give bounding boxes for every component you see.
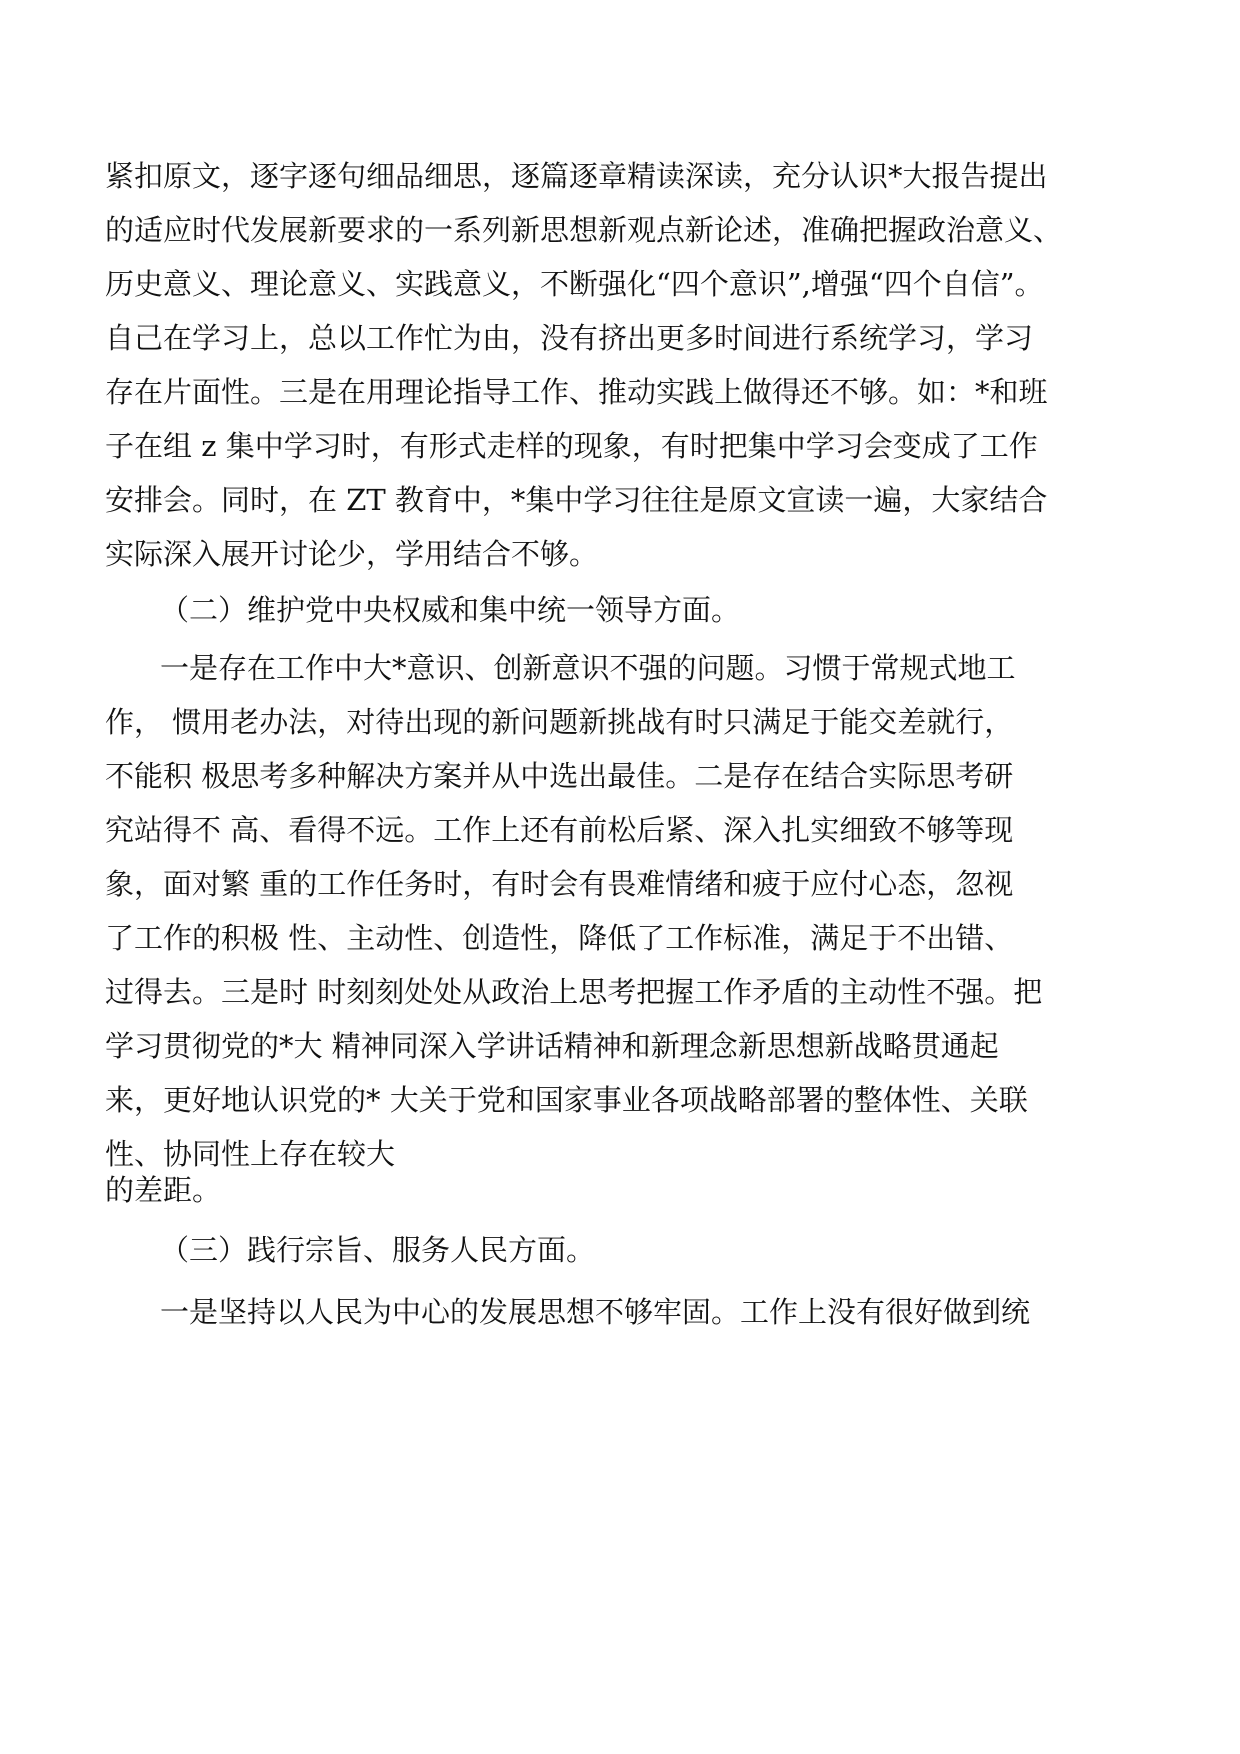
section-heading: （二）维护党中央权威和集中统一领导方面。 — [160, 593, 741, 627]
text-line: 的适应时代发展新要求的一系列新思想新观点新论述，准确把握政治意义、 — [105, 213, 1063, 247]
text-line: 不能积 极思考多种解决方案并从中选出最佳。二是存在结合实际思考研 — [105, 759, 1014, 793]
text-line: 历史意义、理论意义、实践意义，不断强化“四个意识”,增强“四个自信”。 — [105, 267, 1044, 301]
text-line: 学习贯彻党的*大 精神同深入学讲话精神和新理念新思想新战略贯通起 — [105, 1029, 999, 1063]
text-line: 紧扣原文，逐字逐句细品细思，逐篇逐章精读深读，充分认识*大报告提出 — [105, 159, 1048, 193]
section-heading: （三）践行宗旨、服务人民方面。 — [160, 1233, 596, 1267]
text-line: 一是坚持以人民为中心的发展思想不够牢固。工作上没有很好做到统 — [160, 1295, 1031, 1329]
text-line: 作， 惯用老办法，对待出现的新问题新挑战有时只满足于能交差就行， — [105, 705, 1014, 739]
text-line: 安排会。同时，在 ZT 教育中，*集中学习往往是原文宣读一遍，大家结合 — [105, 483, 1048, 517]
text-line: 了工作的积极 性、主动性、创造性，降低了工作标准，满足于不出错、 — [105, 921, 1014, 955]
text-line: 实际深入展开讨论少，学用结合不够。 — [105, 537, 599, 571]
text-line: 一是存在工作中大*意识、创新意识不强的问题。习惯于常规式地工 — [160, 651, 1016, 685]
text-line: 的差距。 — [105, 1173, 222, 1207]
text-line: 性、协同性上存在较大 — [105, 1137, 396, 1171]
text-line: 象，面对繁 重的工作任务时，有时会有畏难情绪和疲于应付心态，忽视 — [105, 867, 1014, 901]
text-line: 来，更好地认识党的* 大关于党和国家事业各项战略部署的整体性、关联 — [105, 1083, 1028, 1117]
text-line: 存在片面性。三是在用理论指导工作、推动实践上做得还不够。如：*和班 — [105, 375, 1048, 409]
text-line: 自己在学习上，总以工作忙为由，没有挤出更多时间进行系统学习，学习 — [105, 321, 1034, 355]
text-line: 究站得不 高、看得不远。工作上还有前松后紧、深入扎实细致不够等现 — [105, 813, 1014, 847]
text-line: 过得去。三是时 时刻刻处处从政治上思考把握工作矛盾的主动性不强。把 — [105, 975, 1043, 1009]
text-line: 子在组 z 集中学习时，有形式走样的现象，有时把集中学习会变成了工作 — [105, 429, 1038, 463]
